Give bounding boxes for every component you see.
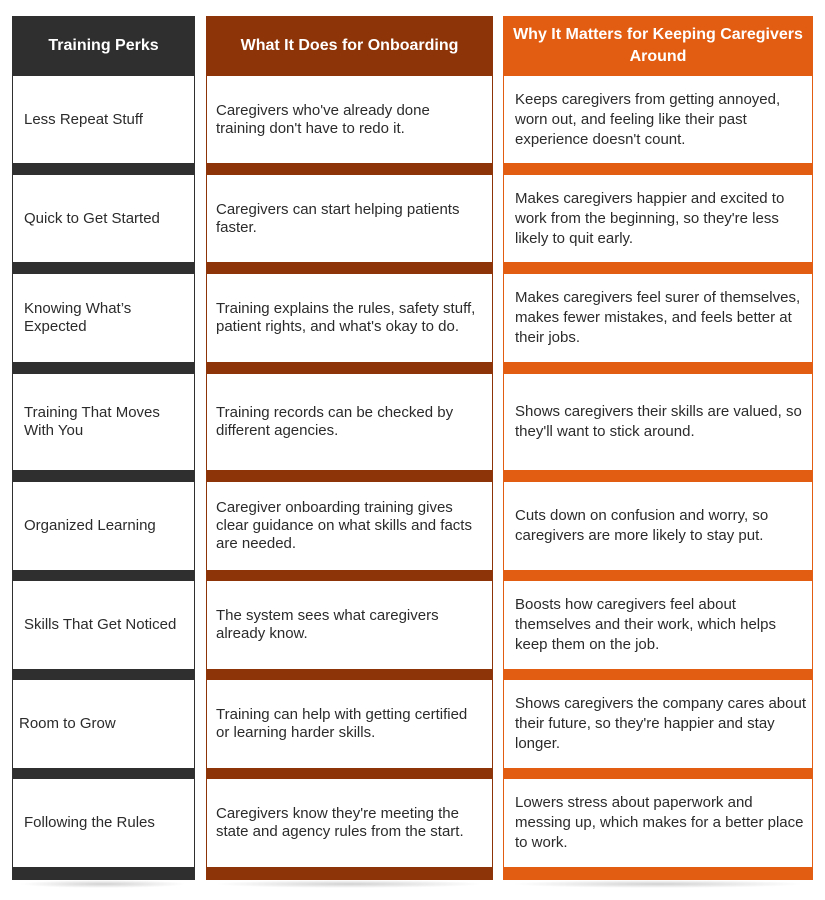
- onboarding-cell: Caregiver onboarding training gives clear guidance on what skills and facts are needed.: [207, 482, 492, 570]
- perk-cell: Following the Rules: [13, 779, 194, 867]
- perk-cell: Quick to Get Started: [13, 175, 194, 262]
- perk-cell: Training That Moves With You: [13, 374, 194, 470]
- onboarding-cell: The system sees what caregivers already know.: [207, 581, 492, 669]
- header-retention: Why It Matters for Keeping Caregivers Around: [513, 26, 803, 65]
- column-training-perks: [12, 16, 195, 880]
- onboarding-cell: Caregivers know they're meeting the state and agency rules from the start.: [207, 779, 492, 867]
- onboarding-cell: Caregivers who've already done training don't have to redo it.: [207, 76, 492, 163]
- onboarding-cell: Caregivers can start helping patients faster.: [207, 175, 492, 262]
- perk-cell: Organized Learning: [13, 482, 194, 570]
- header-onboarding: What It Does for Onboarding: [240, 37, 459, 54]
- column-retention: [503, 16, 813, 880]
- retention-cell: Cuts down on confusion and worry, so caregivers are more likely to stay put.: [504, 482, 812, 570]
- onboarding-cell: Training records can be checked by different agencies.: [207, 374, 492, 470]
- retention-cell: Shows caregivers their skills are valued, so they'll want to stick around.: [504, 374, 812, 470]
- header-training-perks: Training Perks: [48, 37, 159, 54]
- perk-cell: Less Repeat Stuff: [13, 76, 194, 163]
- perk-cell: Room to Grow: [13, 680, 194, 768]
- onboarding-cell: Training explains the rules, safety stuff, patient rights, and what's okay to do.: [207, 274, 492, 362]
- perk-cell: Skills That Get Noticed: [13, 581, 194, 669]
- column-onboarding: [206, 16, 493, 880]
- retention-cell: Boosts how caregivers feel about themselves and their work, which helps keep them on the job.: [504, 581, 812, 669]
- perk-cell: Knowing What’s Expected: [13, 274, 194, 362]
- retention-cell: Keeps caregivers from getting annoyed, worn out, and feeling like their past experience doesn't count.: [504, 76, 812, 163]
- retention-cell: Shows caregivers the company cares about their future, so they're happier and stay longer.: [504, 680, 812, 768]
- retention-cell: Makes caregivers feel surer of themselves, makes fewer mistakes, and feels better at their jobs.: [504, 274, 812, 362]
- retention-cell: Makes caregivers happier and excited to work from the beginning, so they're less likely to quit early.: [504, 175, 812, 262]
- retention-cell: Lowers stress about paperwork and messing up, which makes for a better place to work.: [504, 779, 812, 867]
- onboarding-cell: Training can help with getting certified or learning harder skills.: [207, 680, 492, 768]
